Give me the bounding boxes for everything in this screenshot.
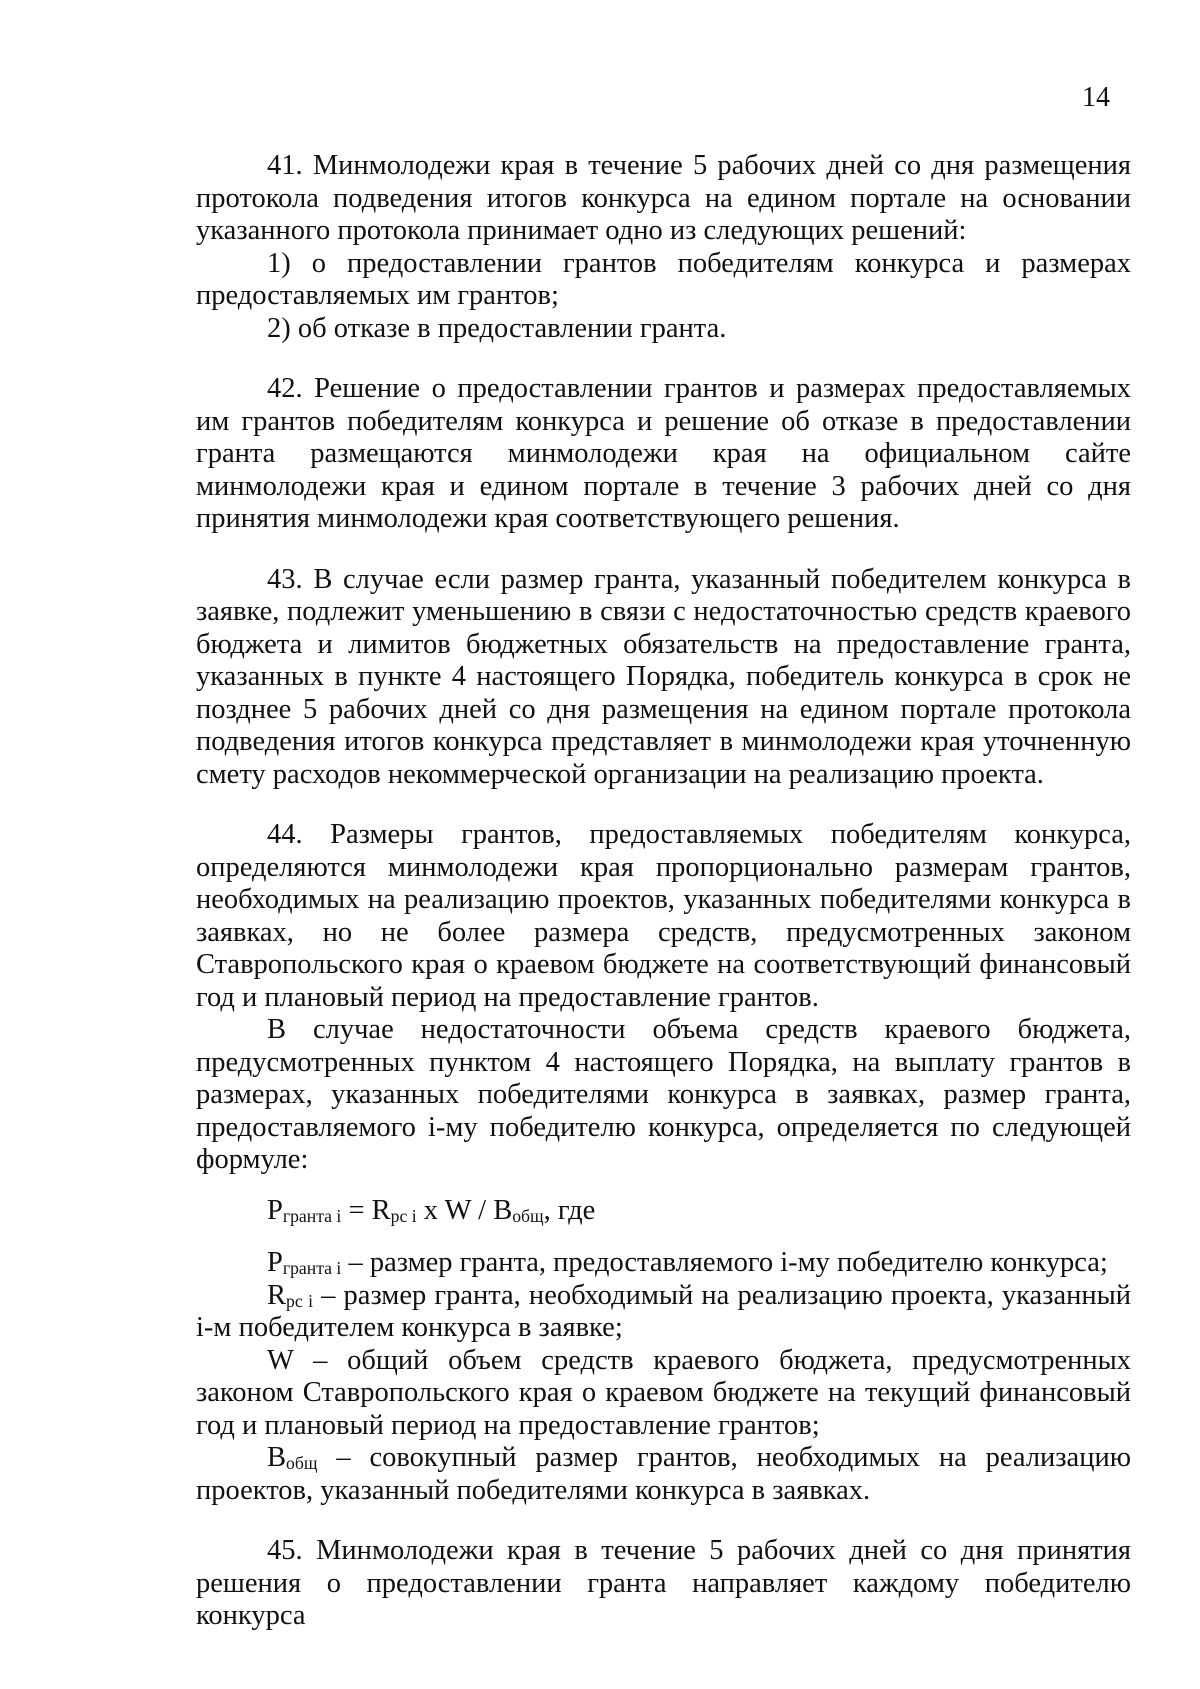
paragraph-41-item-1: 1) о предоставлении грантов победителям конкурса и размерах предоставляемых им грантов;: [196, 247, 1131, 311]
formula-r: R: [371, 1194, 391, 1226]
paragraph-41-item-2: 2) об отказе в предоставлении гранта.: [267, 312, 727, 344]
def-b-sub: общ: [286, 1453, 318, 1474]
formula-b-sub: общ: [512, 1205, 544, 1226]
formula-r-sub: рс i: [390, 1205, 417, 1226]
formula-b: B: [493, 1194, 513, 1226]
definition-p-grant: [196, 1247, 1131, 1280]
paragraph-42: 42. Решение о предоставлении грантов и размерах предоставляемых им грантов победителям конкурса и решение об отказе в предоставлении гранта размещаются минмолодежи края на официальном сайте минмолодежи края и едином портале в течение 3 рабочих дней со дня принятия минмолодежи края соответствующего решения.: [196, 373, 1131, 534]
def-p-text: – размер гранта, предоставляемого i-му победителю конкурса;: [341, 1247, 1108, 1278]
def-r-text: – размер гранта, необходимый на реализацию проекта, указанный i-м победителем конкурса в заявке;: [196, 1279, 1131, 1343]
formula-middle: x W /: [416, 1194, 494, 1226]
paragraph-45: 45. Минмолодежи края в течение 5 рабочих дней со дня принятия решения о предоставлении гранта направляет каждому победителю конкурса: [196, 1535, 1131, 1631]
def-b-letter: B: [267, 1442, 287, 1473]
definition-w: W – общий объем средств краевого бюджета, предусмотренных законом Ставропольского края о краевом бюджете на текущий финансовый год и плановый период на предоставление грантов;: [196, 1344, 1131, 1441]
def-b-text: – совокупный размер грантов, необходимых на реализацию проектов, указанный победителями конкурса в заявках.: [196, 1442, 1131, 1506]
page-number: 14: [1082, 82, 1110, 113]
formula-tail: , где: [543, 1194, 596, 1226]
def-r-letter: R: [267, 1279, 287, 1311]
paragraph-44-continued: В случае недостаточности объема средств краевого бюджета, предусмотренных пунктом 4 настоящего Порядка, на выплату грантов в размерах, указанных победителями конкурса в заявках, размер гранта, предоставляемого i-му победителю конкурса, определяется по следующей формуле:: [196, 1014, 1131, 1175]
grant-formula: [196, 1195, 1131, 1228]
definition-r-pc: [196, 1280, 1131, 1345]
def-p-letter: P: [267, 1247, 283, 1278]
formula-p-sub: гранта i: [282, 1205, 342, 1226]
def-p-sub: гранта i: [282, 1258, 342, 1279]
formula-equals: =: [341, 1194, 372, 1226]
def-r-sub: рс i: [286, 1290, 314, 1311]
formula-p: P: [267, 1194, 283, 1226]
paragraph-44: 44. Размеры грантов, предоставляемых победителям конкурса, определяются минмолодежи края пропорционально размерам грантов, необходимых на реализацию проектов, указанных победителями конкурса в заявках, но не более размера средств, предусмотренных законом Ставропольского края о краевом бюджете на соответствующий финансовый год и плановый период на предоставление грантов.: [196, 819, 1131, 1013]
paragraph-41: 41. Минмолодежи края в течение 5 рабочих дней со дня размещения протокола подведения итогов конкурса на едином портале на основании указанного протокола принимает одно из следующих решений:: [196, 150, 1131, 246]
paragraph-43: 43. В случае если размер гранта, указанный победителем конкурса в заявке, подлежит уменьшению в связи с недостаточностью средств краевого бюджета и лимитов бюджетных обязательств на предоставление гранта, указанных в пункте 4 настоящего Порядка, победитель конкурса в срок не позднее 5 рабочих дней со дня размещения на едином портале протокола подведения итогов конкурса представляет в минмолодежи края уточненную смету расходов некоммерческой организации на реализацию проекта.: [196, 563, 1131, 790]
definition-b-total: [196, 1442, 1131, 1507]
document-body: [196, 150, 1131, 1633]
